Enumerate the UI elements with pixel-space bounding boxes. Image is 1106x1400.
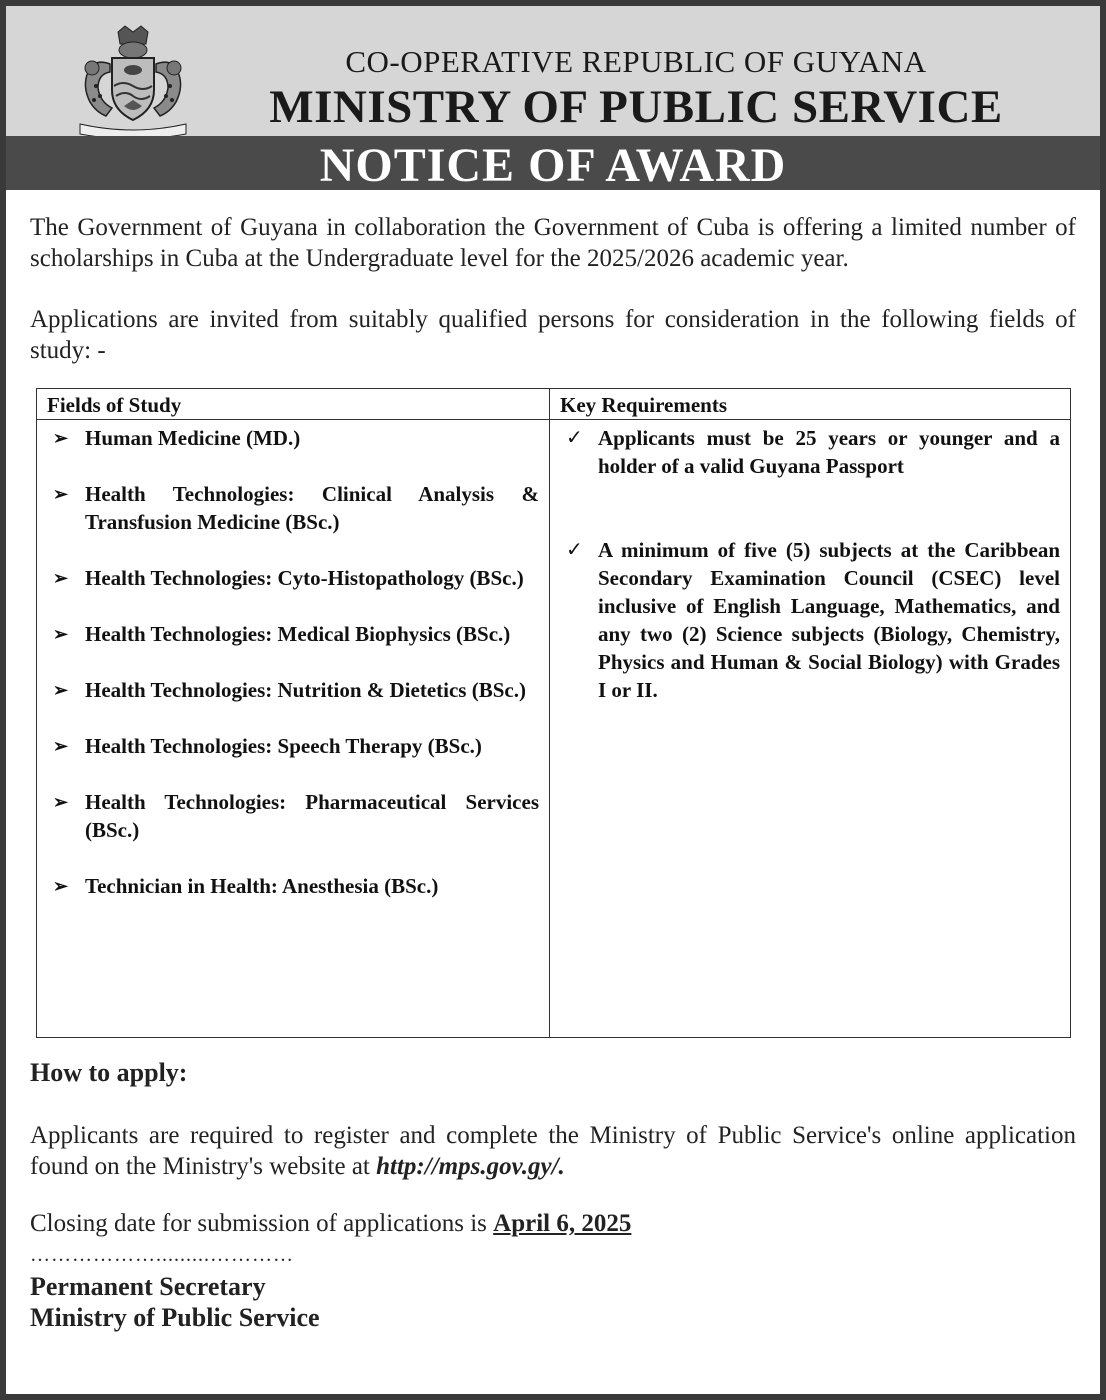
table-body-row: [37, 420, 1071, 1038]
checkmark-icon: ✓: [566, 427, 583, 449]
field-label: Health Technologies: Nutrition & Dietetics (BSc.): [85, 678, 526, 702]
how-to-apply-paragraph: [30, 1120, 1076, 1182]
notice-title: NOTICE OF AWARD: [319, 139, 787, 192]
ministry-name: MINISTRY OF PUBLIC SERVICE: [269, 81, 1003, 133]
arrow-bullet-icon: ➢: [53, 680, 69, 700]
requirements-header: Key Requirements: [550, 389, 1071, 420]
table-header-row: [37, 389, 1071, 420]
field-label: Health Technologies: Medical Biophysics (BSc.): [85, 622, 511, 646]
list-item: [560, 536, 1060, 704]
how-to-apply-text: Applicants are required to register and complete the Ministry of Public Service's online application found on the Ministry's website at: [30, 1122, 1076, 1180]
arrow-bullet-icon: ➢: [53, 624, 69, 644]
invitation-paragraph: Applications are invited from suitably qualified persons for consideration in the following fields of study: -: [30, 306, 1076, 364]
requirements-cell: [550, 420, 1071, 1038]
list-item: [47, 564, 539, 592]
list-item: [47, 620, 539, 648]
field-label: Human Medicine (MD.): [85, 426, 301, 450]
requirement-text: Applicants must be 25 years or younger and a holder of a valid Guyana Passport: [598, 426, 1060, 478]
arrow-bullet-icon: ➢: [53, 792, 69, 812]
closing-text: Closing date for submission of applications is: [30, 1210, 494, 1237]
list-item: [47, 676, 539, 704]
signatory-ministry: Ministry of Public Service: [30, 1303, 320, 1332]
signature-line: ……………….........…………: [30, 1244, 294, 1266]
list-item: [560, 424, 1060, 480]
arrow-bullet-icon: ➢: [53, 736, 69, 756]
arrow-bullet-icon: ➢: [53, 484, 69, 504]
field-label: Technician in Health: Anesthesia (BSc.): [85, 874, 439, 898]
field-label: Health Technologies: Pharmaceutical Services (BSc.): [85, 790, 539, 842]
fields-list: [47, 424, 539, 900]
arrow-bullet-icon: ➢: [53, 428, 69, 448]
checkmark-icon: ✓: [566, 539, 583, 561]
ministry-website-link[interactable]: http://mps.gov.gy/.: [376, 1153, 565, 1180]
guyana-coat-of-arms-icon: [70, 24, 196, 138]
fields-cell: [37, 420, 550, 1038]
requirement-text: A minimum of five (5) subjects at the Caribbean Secondary Examination Council (CSEC) level inclusive of English Language, Mathematics, and any two (2) Science subjects (Biology, Chemistry, Physics and Human & Social Biology) with Grades I or II.: [598, 538, 1060, 702]
signatory-title: Permanent Secretary: [30, 1272, 266, 1301]
field-label: Health Technologies: Clinical Analysis & Transfusion Medicine (BSc.): [85, 482, 539, 534]
header: [6, 6, 1100, 136]
intro-paragraph: The Government of Guyana in collaboration the Government of Cuba is offering a limited number of scholarships in Cuba at the Undergraduate level for the 2025/2026 academic year.: [30, 214, 1076, 272]
field-label: Health Technologies: Cyto-Histopathology (BSc.): [85, 566, 524, 590]
list-item: [47, 480, 539, 536]
list-item: [47, 872, 539, 900]
notice-banner: [6, 136, 1100, 190]
field-label: Health Technologies: Speech Therapy (BSc.): [85, 734, 482, 758]
arrow-bullet-icon: ➢: [53, 876, 69, 896]
country-name: CO-OPERATIVE REPUBLIC OF GUYANA: [345, 44, 927, 79]
requirements-list: [560, 424, 1060, 704]
list-item: [47, 788, 539, 844]
arrow-bullet-icon: ➢: [53, 568, 69, 588]
closing-date-line: [30, 1210, 631, 1238]
closing-date: April 6, 2025: [493, 1210, 632, 1237]
fields-header: Fields of Study: [37, 389, 550, 420]
fields-requirements-table: [36, 388, 1071, 1038]
list-item: [47, 732, 539, 760]
list-item: [47, 424, 539, 452]
how-to-apply-heading: How to apply:: [30, 1058, 188, 1087]
